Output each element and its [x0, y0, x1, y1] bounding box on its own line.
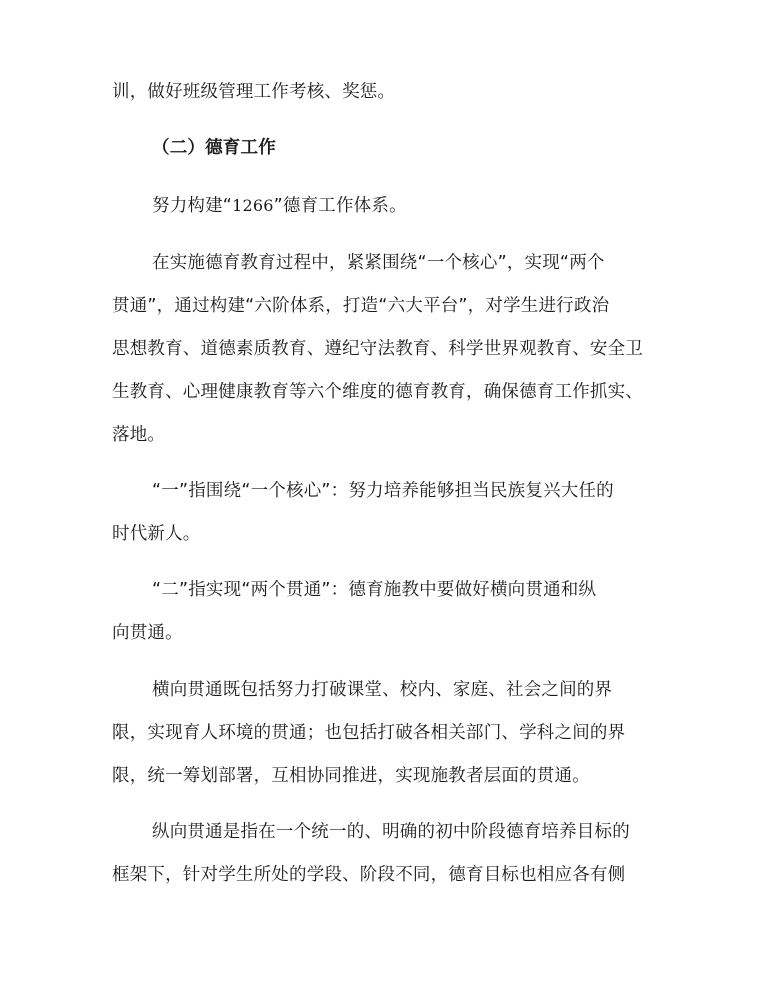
number-segment: 1266 — [232, 196, 274, 215]
paragraph-line: 向贯通。 — [112, 623, 183, 643]
paragraph-line: “二”指实现“两个贯通”：德育施教中要做好横向贯通和纵 — [152, 580, 597, 600]
section-heading: （二）德育工作 — [152, 138, 276, 158]
paragraph-line: 框架下，针对学生所处的学段、阶段不同，德育目标也相应各有侧 — [112, 865, 626, 885]
paragraph-line — [152, 194, 407, 218]
paragraph-line: 贯通”，通过构建“六阶体系，打造“六大平台”，对学生进行政治 — [112, 296, 610, 316]
paragraph-line: 纵向贯通是指在一个统一的、明确的初中阶段德育培养目标的 — [152, 822, 630, 842]
paragraph-line: “一”指围绕“一个核心”：努力培养能够担当民族复兴大任的 — [152, 481, 614, 501]
paragraph-line: 横向贯通既包括努力打破课堂、校内、家庭、社会之间的界 — [152, 680, 613, 700]
paragraph-line: 限，统一筹划部署，互相协同推进，实现施教者层面的贯通。 — [112, 766, 590, 786]
paragraph-line: 落地。 — [112, 425, 166, 445]
paragraph-line: 生教育、心理健康教育等六个维度的德育教育，确保德育工作抓实、 — [112, 382, 643, 402]
paragraph-line: 训，做好班级管理工作考核、奖惩。 — [112, 82, 396, 102]
paragraph-line: 限，实现育人环境的贯通；也包括打破各相关部门、学科之间的界 — [112, 723, 626, 743]
paragraph-line: 思想教育、道德素质教育、遵纪守法教育、科学世界观教育、安全卫 — [112, 339, 643, 359]
text-segment: ”德育工作体系。 — [273, 196, 407, 216]
paragraph-line: 在实施德育教育过程中，紧紧围绕“一个核心”，实现“两个 — [152, 253, 605, 273]
paragraph-line: 时代新人。 — [112, 524, 201, 544]
text-segment: 努力构建“ — [152, 196, 233, 216]
